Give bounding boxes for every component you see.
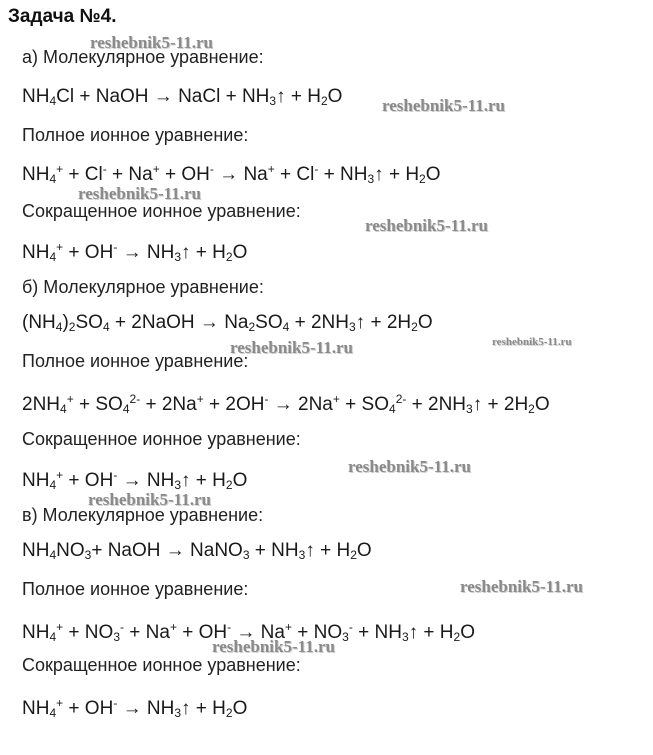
formula-text: + SO (73, 394, 123, 415)
formula-text: O (425, 164, 441, 185)
formula-text: NH (22, 698, 50, 719)
subscript: 2 (528, 402, 535, 416)
superscript: + (56, 240, 64, 254)
formula-text: + NO (292, 622, 343, 643)
superscript: - (227, 620, 232, 634)
subscript: 2 (225, 478, 233, 492)
superscript: + (332, 392, 340, 406)
formula-text: ↑ + 2H (355, 312, 412, 333)
section-c-molecular-label: в) Молекулярное уравнение: (22, 505, 264, 525)
formula-text: + 2NaOH → Na (109, 312, 249, 333)
formula-text: + NO (63, 622, 114, 643)
superscript: 2- (395, 392, 407, 406)
formula-text: O (232, 242, 248, 263)
formula-text: ↑ + H (276, 86, 321, 107)
superscript: - (314, 162, 319, 176)
subscript: 4 (49, 548, 57, 562)
formula-text: O (327, 86, 343, 107)
formula-text: O (417, 312, 433, 333)
formula-text: O (460, 622, 475, 643)
formula-text: + 2NH (289, 312, 349, 333)
formula-text: + Na (124, 622, 170, 643)
superscript: + (56, 162, 64, 176)
subscript: 3 (348, 320, 356, 334)
superscript: - (264, 392, 269, 406)
superscript: + (66, 392, 74, 406)
formula-text: → NH (117, 242, 175, 263)
formula-text: ↑ + H (181, 470, 226, 491)
section-c-full-ionic-label: Полное ионное уравнение: (22, 579, 249, 599)
subscript: 2 (225, 706, 233, 720)
watermark: reshebnik5-11.ru (365, 216, 488, 235)
subscript: 3 (298, 548, 306, 562)
section-a-molecular-label: а) Молекулярное уравнение: (22, 47, 264, 67)
subscript: 4 (102, 320, 110, 334)
formula-text: ↑ + H (305, 540, 351, 561)
formula-text: + NH (352, 622, 402, 643)
subscript: 4 (389, 402, 396, 416)
equation-b-molecular (22, 312, 433, 338)
formula-text: 2NH (22, 394, 61, 415)
superscript: + (152, 162, 160, 176)
formula-text: O (356, 540, 372, 561)
equation-b-full-ionic (22, 388, 550, 420)
formula-text: ↑ + H (408, 622, 454, 643)
formula-text: SO (75, 312, 103, 333)
formula-text: + OH (63, 470, 114, 491)
subscript: 2 (225, 250, 233, 264)
formula-text: → 2Na (268, 394, 333, 415)
formula-text: NO (56, 540, 85, 561)
formula-text: Cl + NaOH → NaCl + NH (56, 86, 270, 107)
formula-text: O (232, 470, 248, 491)
equation-c-molecular (22, 540, 372, 566)
formula-text: + NH (249, 540, 299, 561)
subscript: 4 (49, 172, 57, 186)
formula-text: + Cl (63, 164, 103, 185)
formula-text: + Na (106, 164, 153, 185)
superscript: - (113, 468, 118, 482)
superscript: + (56, 696, 64, 710)
section-c-short-ionic-label: Сокращенное ионное уравнение: (22, 655, 301, 675)
formula-text: O (232, 698, 248, 719)
formula-text: ↑ + 2H (472, 394, 529, 415)
equation-a-short-ionic (22, 236, 247, 268)
formula-text: O (534, 394, 550, 415)
section-a-full-ionic-label: Полное ионное уравнение: (22, 125, 249, 145)
subscript: 3 (174, 250, 181, 264)
superscript: - (102, 162, 107, 176)
subscript: 3 (269, 94, 277, 108)
formula-text: + 2NH (406, 394, 467, 415)
section-b-short-ionic-label: Сокращенное ионное уравнение: (22, 429, 301, 449)
watermark: reshebnik5-11.ru (90, 33, 213, 52)
formula-text: + 2OH (203, 394, 265, 415)
formula-text: → Na (213, 164, 268, 185)
watermark: reshebnik5-11.ru (212, 637, 335, 656)
formula-text: NH (22, 242, 50, 263)
superscript: + (267, 162, 275, 176)
subscript: 4 (49, 706, 57, 720)
subscript: 3 (367, 172, 375, 186)
formula-text: SO (255, 312, 283, 333)
subscript: 2 (419, 172, 426, 186)
subscript: 4 (55, 320, 63, 334)
superscript: + (196, 392, 204, 406)
formula-text: NH (22, 622, 50, 643)
formula-text: + NH (318, 164, 368, 185)
watermark: reshebnik5-11.ru (348, 457, 471, 476)
superscript: 2- (129, 392, 141, 406)
formula-text: NH (22, 164, 50, 185)
formula-text: + 2Na (140, 394, 197, 415)
watermark: reshebnik5-11.ru (492, 336, 572, 348)
task-title: Задача №4. (8, 6, 117, 27)
superscript: + (56, 620, 64, 634)
subscript: 3 (113, 630, 120, 644)
watermark: reshebnik5-11.ru (382, 96, 505, 115)
subscript: 3 (342, 630, 349, 644)
formula-text: + NaOH → NaNO (91, 540, 243, 561)
superscript: - (113, 696, 118, 710)
subscript: 2 (411, 320, 418, 334)
superscript: + (284, 620, 292, 634)
watermark: reshebnik5-11.ru (460, 577, 583, 596)
subscript: 3 (466, 402, 473, 416)
subscript: 4 (49, 478, 57, 492)
formula-text: NH (22, 470, 50, 491)
formula-text: → Na (231, 622, 285, 643)
formula-text: + OH (63, 242, 114, 263)
formula-text: NH (22, 540, 50, 561)
superscript: - (209, 162, 214, 176)
subscript: 3 (401, 630, 409, 644)
formula-text: + OH (176, 622, 228, 643)
subscript: 4 (122, 402, 130, 416)
subscript: 4 (49, 94, 57, 108)
formula-text: ↑ + H (181, 242, 226, 263)
section-b-full-ionic-label: Полное ионное уравнение: (22, 351, 249, 371)
formula-text: + Cl (274, 164, 315, 185)
formula-text: (NH (22, 312, 56, 333)
equation-a-molecular (22, 86, 342, 112)
formula-text: + OH (63, 698, 114, 719)
watermark: reshebnik5-11.ru (78, 184, 201, 203)
formula-text: ↑ + H (374, 164, 420, 185)
subscript: 2 (320, 94, 328, 108)
superscript: - (348, 620, 353, 634)
formula-text: → NH (117, 470, 175, 491)
subscript: 3 (174, 478, 181, 492)
subscript: 2 (453, 630, 461, 644)
watermark: reshebnik5-11.ru (230, 338, 353, 357)
subscript: 3 (242, 548, 250, 562)
formula-text: + SO (339, 394, 389, 415)
subscript: 2 (68, 320, 76, 334)
formula-text: + OH (159, 164, 210, 185)
subscript: 4 (60, 402, 67, 416)
subscript: 3 (84, 548, 92, 562)
subscript: 4 (49, 250, 57, 264)
formula-text: NH (22, 86, 50, 107)
section-b-molecular-label: б) Молекулярное уравнение: (22, 277, 264, 297)
subscript: 2 (350, 548, 357, 562)
subscript: 4 (282, 320, 290, 334)
watermark: reshebnik5-11.ru (88, 490, 211, 509)
equation-c-short-ionic (22, 692, 247, 724)
subscript: 3 (174, 706, 181, 720)
formula-text: → NH (117, 698, 175, 719)
section-a-short-ionic-label: Сокращенное ионное уравнение: (22, 201, 301, 221)
formula-text: ↑ + H (181, 698, 226, 719)
superscript: - (113, 240, 118, 254)
formula-text: ) (62, 312, 69, 333)
superscript: - (120, 620, 124, 634)
superscript: + (169, 620, 177, 634)
subscript: 2 (248, 320, 256, 334)
subscript: 4 (49, 630, 57, 644)
superscript: + (56, 468, 64, 482)
